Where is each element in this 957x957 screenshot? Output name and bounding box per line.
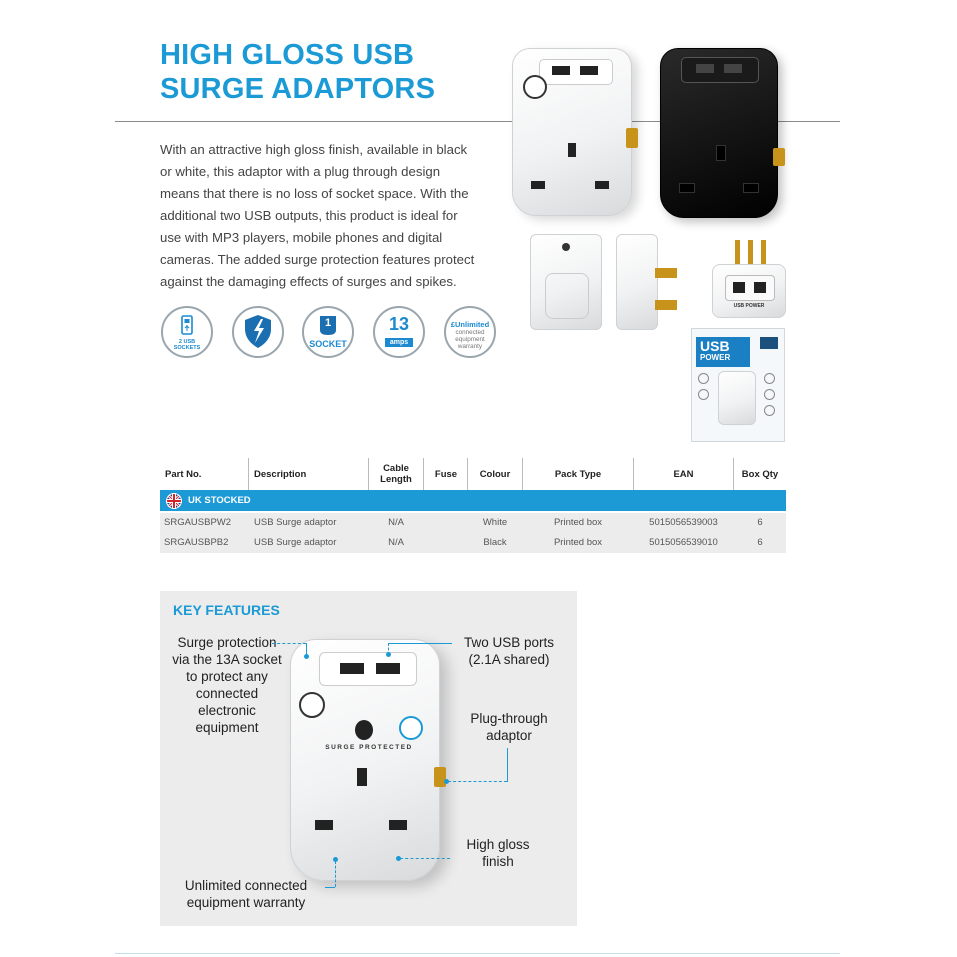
key-usb-port-1 [340, 663, 364, 674]
usb-port-2 [580, 66, 598, 75]
callout-plug: Plug-through adaptor [470, 711, 548, 743]
key-earth-hole [357, 768, 367, 786]
usb-sockets-label: 2 USB SOCKETS [173, 339, 201, 351]
leader-dot [304, 654, 309, 659]
bottom-divider [115, 953, 840, 954]
cell-pack-type: Printed box [553, 537, 603, 548]
black-usb-port-1 [696, 64, 714, 73]
back-view-image [530, 234, 602, 330]
header-cable-length: Cable Length [380, 463, 412, 485]
header-part-no: Part No. [165, 468, 202, 480]
side-view-pin-1 [655, 268, 677, 278]
key-adaptor-image [290, 639, 440, 881]
black-earth-hole [716, 145, 726, 161]
amps-label: amps [385, 338, 413, 347]
cell-part-no: SRGAUSBPW2 [164, 517, 232, 528]
key-plug-pin [434, 767, 446, 787]
leader-dot [333, 857, 338, 862]
key-usb-port-2 [376, 663, 400, 674]
table-row [160, 513, 786, 533]
packaging-icon-5 [764, 405, 775, 416]
socket-icon [302, 306, 354, 358]
leader-dot [396, 856, 401, 861]
neutral-pin-hole [595, 181, 609, 189]
callout-warranty: Unlimited connected equipment warranty [184, 878, 308, 910]
header-colour: Colour [479, 468, 511, 480]
cell-colour: White [482, 517, 508, 528]
front-view-image [712, 264, 786, 318]
leader-dot [444, 779, 449, 784]
usb-power-print: USB POWER [733, 303, 765, 309]
uk-stocked-band [160, 490, 786, 511]
intro-paragraph: With an attractive high gloss finish, available in black or white, this adaptor with a plug through design means that there is no loss of socket space. With the additional two USB outputs, this product is ideal for use with MP3 players, mobile phones and digital cameras. The added surge protection features protect against the damaging effects of surges and spikes. [160, 142, 475, 289]
key-shield-icon [355, 720, 373, 740]
amps-icon [373, 306, 425, 358]
cell-part-no: SRGAUSBPB2 [164, 537, 229, 548]
plug-face [545, 273, 589, 319]
usb-sockets-icon [161, 306, 213, 358]
cell-cable-length: N/A [388, 537, 404, 548]
key-features-panel [160, 591, 577, 926]
warranty-icon [444, 306, 496, 358]
title-line-2: SURGE ADAPTORS [160, 73, 436, 105]
packaging-icon-2 [698, 389, 709, 400]
callout-usb: Two USB ports (2.1A shared) [463, 635, 555, 667]
cell-ean: 5015056539003 [649, 517, 718, 528]
packaging-icon-3 [764, 373, 775, 384]
cell-pack-type: Printed box [553, 517, 603, 528]
key-neutral-hole [389, 820, 407, 830]
header-fuse: Fuse [434, 468, 458, 480]
table-row [160, 533, 786, 553]
surge-protection-icon [232, 306, 284, 358]
callout-gloss: High gloss finish [466, 837, 530, 869]
header-description: Description [254, 468, 307, 480]
warranty-label: £Unlimited [450, 320, 490, 329]
packaging-header [696, 337, 750, 367]
top-pin-2 [748, 240, 753, 266]
leader-line [388, 643, 452, 644]
side-view-pin-2 [655, 300, 677, 310]
header-ean: EAN [673, 468, 694, 480]
white-plug-pin [626, 128, 638, 148]
leader-line [272, 643, 306, 644]
key-live-hole [315, 820, 333, 830]
front-usb-port-2 [754, 282, 766, 293]
key-usb-ports [319, 652, 417, 686]
leader-line [325, 887, 335, 888]
packaging-usb: USB [700, 338, 730, 354]
earth-pin-hole [568, 143, 576, 157]
indicator-light [562, 243, 570, 251]
socket-label: SOCKET [309, 339, 347, 349]
packaging-image [691, 328, 785, 442]
black-usb-port-2 [724, 64, 742, 73]
title-line-1: HIGH GLOSS USB [160, 39, 415, 71]
top-pin-3 [761, 240, 766, 266]
front-usb-port-1 [733, 282, 745, 293]
page-title [160, 38, 490, 106]
brand-logo [760, 337, 778, 349]
front-usb-ports [725, 275, 775, 301]
header-pack-type: Pack Type [554, 468, 602, 480]
leader-line [400, 858, 450, 859]
black-plug-pin [773, 148, 785, 166]
usb-ports [539, 59, 613, 85]
black-neutral-hole [743, 183, 759, 193]
leader-line [507, 748, 508, 782]
socket-number: 1 [324, 317, 332, 329]
uk-stocked-label: UK STOCKED [188, 495, 251, 506]
callout-surge: Surge protection via the 13A socket to protect any connected electronic equipment [172, 635, 282, 735]
key-surge-print: SURGE PROTECTED [325, 744, 413, 751]
cell-box-qty: 6 [757, 517, 763, 528]
leader-line [448, 781, 507, 782]
side-view-image [616, 234, 658, 330]
key-surge-badge-icon [299, 692, 325, 718]
cell-colour: Black [483, 537, 507, 548]
uk-flag-icon [166, 493, 182, 509]
cell-cable-length: N/A [388, 517, 404, 528]
key-power-icon [399, 716, 423, 740]
cell-description: USB Surge adaptor [254, 537, 337, 548]
top-pin-1 [735, 240, 740, 266]
packaging-product-image [718, 371, 756, 425]
usb-port-1 [552, 66, 570, 75]
leader-line [335, 861, 336, 887]
cell-fuse [424, 513, 468, 533]
cell-description: USB Surge adaptor [254, 517, 337, 528]
cell-box-qty: 6 [757, 537, 763, 548]
amps-number: 13 [388, 314, 410, 334]
warranty-sublabel: connected equipment warranty [455, 329, 485, 350]
surge-badge-icon [523, 75, 547, 99]
black-usb-ports [681, 57, 759, 83]
white-adaptor-image [512, 48, 632, 216]
leader-dot [386, 652, 391, 657]
cell-fuse [424, 533, 468, 553]
packaging-icon-1 [698, 373, 709, 384]
packaging-power: POWER [700, 353, 731, 362]
live-pin-hole [531, 181, 545, 189]
key-features-title: KEY FEATURES [173, 602, 280, 618]
cell-ean: 5015056539010 [649, 537, 718, 548]
header-box-qty: Box Qty [741, 468, 779, 480]
black-live-hole [679, 183, 695, 193]
black-adaptor-image [660, 48, 778, 218]
packaging-icon-4 [764, 389, 775, 400]
